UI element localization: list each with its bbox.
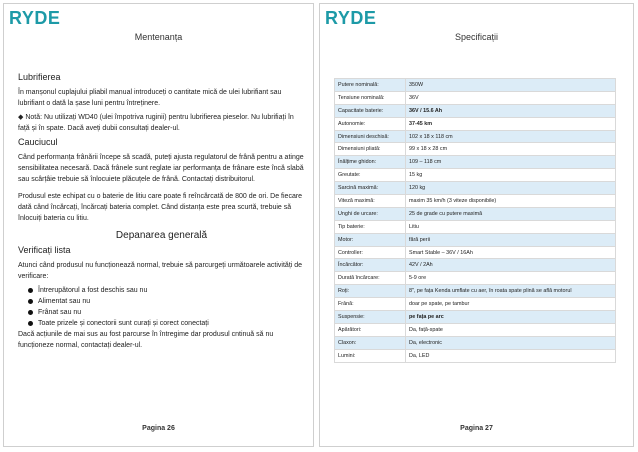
- page-number: Pagina 26: [142, 425, 175, 432]
- spec-row: [335, 272, 616, 285]
- lubrication-paragraph: În manșonul cuplajului pliabil manual introduceți o cantitate mică de ulei lubrifiant sau lubrifiant o dată la șase luni pentru întreținere.: [18, 89, 282, 107]
- checklist-heading: Verificați lista: [18, 245, 71, 255]
- spec-row: [335, 169, 616, 182]
- ryde-logo: RYDE: [325, 8, 377, 28]
- spec-row: [335, 336, 616, 349]
- ryde-logo: RYDE: [9, 8, 61, 28]
- checklist: [18, 285, 305, 329]
- spec-value: Da, electronic: [406, 336, 616, 349]
- lubrication-note: ◆ Notă: Nu utilizați WD40 (ulei împotriva ruginii) pentru lubrifierea pieselor. Nu lubrifiați în față și în spate. Dacă aveți dubii consultați dealer-ul.: [18, 114, 294, 132]
- spec-row: [335, 298, 616, 311]
- spec-value: 99 x 18 x 28 cm: [406, 143, 616, 156]
- spec-label: Înălțime ghidon:: [335, 156, 406, 169]
- spec-row: [335, 349, 616, 362]
- spec-label: Dimensiuni pliată:: [335, 143, 406, 156]
- spec-label: Capacitate baterie:: [335, 104, 406, 117]
- spec-value: 36V: [406, 91, 616, 104]
- brake-paragraph: Când performanța frânării începe să scadă, puteți ajusta regulatorul de frână pentru a atinge sensibilitatea necesară. Dacă frânele sunt reglate iar performanța de frânare este încă slabă sau scârțâie trebuie să înlocuiete plăcuțele de frână. Contactați distribuitorul.: [18, 154, 304, 183]
- spec-label: Putere nominală:: [335, 79, 406, 92]
- spec-label: Greutate:: [335, 169, 406, 182]
- spec-value: 15 kg: [406, 169, 616, 182]
- spec-value: 109 – 118 cm: [406, 156, 616, 169]
- spec-value: 42V / 2Ah: [406, 259, 616, 272]
- checklist-item: Toate prizele și conectorii sunt curați și corect conectați: [28, 318, 305, 329]
- spec-label: Tip baterie:: [335, 220, 406, 233]
- battery-paragraph: Produsul este echipat cu o baterie de litiu care poate fi reîncărcată de 800 de ori. De fiecare dată când încărcați, încărcați bateria complet. Când distanța este prea scurtă, trebuie să înlocuiți bateria cu litiu.: [18, 193, 303, 222]
- spec-value: Litiu: [406, 220, 616, 233]
- checklist-intro: Atunci când produsul nu funcționează normal, trebuie să parcurgeți următoarele activități de verificare:: [18, 262, 303, 280]
- spec-row: [335, 195, 616, 208]
- spec-label: Controller:: [335, 246, 406, 259]
- spec-label: Tensiune nominală:: [335, 91, 406, 104]
- spec-label: Sarcină maximă:: [335, 182, 406, 195]
- spec-value: pe fața pe arc: [406, 311, 616, 324]
- page-title: Specificații: [454, 32, 499, 42]
- spec-value: doar pe spate, pe tambur: [406, 298, 616, 311]
- spec-label: Încărcător:: [335, 259, 406, 272]
- maintenance-content: [18, 72, 305, 354]
- spec-value: 37-45 km: [406, 117, 616, 130]
- spec-row: [335, 182, 616, 195]
- spec-row: [335, 91, 616, 104]
- spec-label: Dimensiuni deschisă:: [335, 130, 406, 143]
- spec-row: [335, 259, 616, 272]
- spec-value: 5-9 ore: [406, 272, 616, 285]
- spec-label: Frână:: [335, 298, 406, 311]
- spec-label: Apărători:: [335, 323, 406, 336]
- spec-row: [335, 220, 616, 233]
- spec-label: Lumini:: [335, 349, 406, 362]
- spec-value: Smart Stable – 36V / 16Ah: [406, 246, 616, 259]
- spec-value: 8", pe fața Kenda umflate cu aer, în roata spate plină se află motorul: [406, 285, 616, 298]
- spec-row: [335, 130, 616, 143]
- spec-row: [335, 323, 616, 336]
- spec-row: [335, 207, 616, 220]
- spec-row: [335, 311, 616, 324]
- spec-row: [335, 246, 616, 259]
- checklist-item: Alimentat sau nu: [28, 296, 305, 307]
- spec-row: [335, 233, 616, 246]
- checklist-item: Frânat sau nu: [28, 307, 305, 318]
- page-title: Mentenanța: [134, 32, 183, 42]
- manual-page-right: [319, 3, 634, 447]
- spec-label: Viteză maximă:: [335, 195, 406, 208]
- spec-value: 102 x 18 x 118 cm: [406, 130, 616, 143]
- spec-label: Suspensie:: [335, 311, 406, 324]
- spec-row: [335, 156, 616, 169]
- rubber-heading: Cauciucul: [18, 137, 58, 147]
- spec-value: Da, față-spate: [406, 323, 616, 336]
- specifications-table: [334, 78, 616, 363]
- manual-page-left: [3, 3, 314, 447]
- troubleshooting-heading: Depanarea generală: [115, 230, 208, 241]
- spec-value: 350W: [406, 79, 616, 92]
- spec-value: 25 de grade cu putere maximă: [406, 207, 616, 220]
- spec-label: Motor:: [335, 233, 406, 246]
- spec-label: Unghi de urcare:: [335, 207, 406, 220]
- spec-label: Roți:: [335, 285, 406, 298]
- spec-label: Claxon:: [335, 336, 406, 349]
- spec-row: [335, 104, 616, 117]
- spec-label: Durată încărcare:: [335, 272, 406, 285]
- lubrication-heading: Lubrifierea: [18, 72, 61, 82]
- spec-value: 36V / 15.6 Ah: [406, 104, 616, 117]
- page-number: Pagina 27: [460, 425, 493, 432]
- spec-value: maxim 35 km/h (3 viteze disponibile): [406, 195, 616, 208]
- spec-value: Da, LED: [406, 349, 616, 362]
- spec-value: fără perii: [406, 233, 616, 246]
- spec-label: Autonomie:: [335, 117, 406, 130]
- spec-row: [335, 285, 616, 298]
- checklist-outro: Dacă acțiunile de mai sus au fost parcurse în întregime dar produsul cntinuă să nu funcționeze normal, contactați dealer-ul.: [18, 331, 274, 349]
- spec-row: [335, 143, 616, 156]
- spec-value: 120 kg: [406, 182, 616, 195]
- spec-row: [335, 79, 616, 92]
- checklist-item: Întrerupătorul a fost deschis sau nu: [28, 285, 305, 296]
- spec-row: [335, 117, 616, 130]
